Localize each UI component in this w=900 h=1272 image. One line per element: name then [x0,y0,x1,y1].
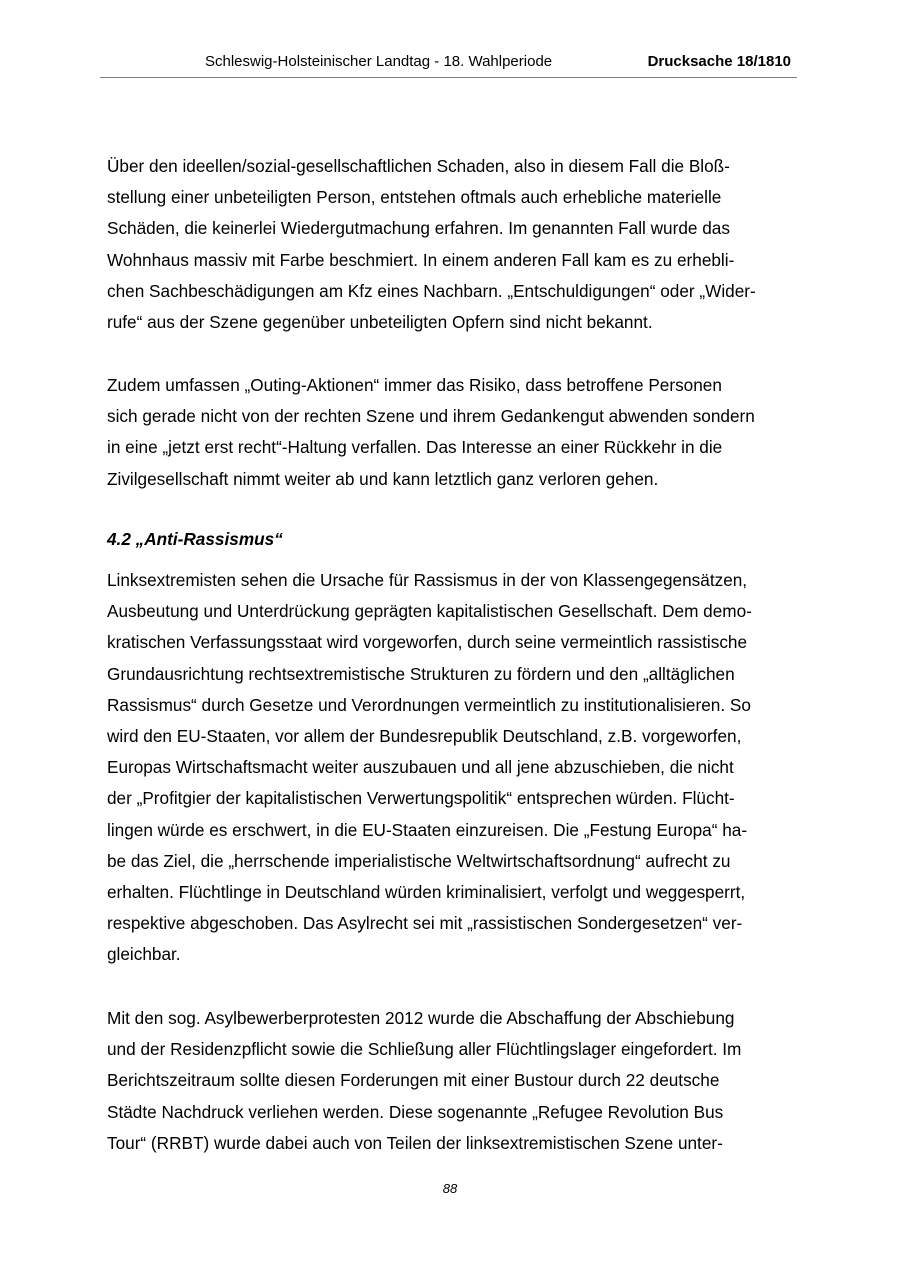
text-line: Europas Wirtschaftsmacht weiter auszubauen und all jene abzuschieben, die nicht [107,757,734,778]
text-line: Berichtszeitraum sollte diesen Forderungen mit einer Bustour durch 22 deutsche [107,1070,720,1091]
text-line: Tour“ (RRBT) wurde dabei auch von Teilen der linksextremistischen Szene unter- [107,1132,723,1153]
text-line: rufe“ aus der Szene gegenüber unbeteiligten Opfern sind nicht bekannt. [107,312,653,333]
text-line: kratischen Verfassungsstaat wird vorgeworfen, durch seine vermeintlich rassistische [107,632,748,653]
text-line: sich gerade nicht von der rechten Szene und ihrem Gedankengut abwenden sondern [107,406,755,427]
text-line: gleichbar. [107,944,181,965]
text-line: in eine „jetzt erst recht“-Haltung verfallen. Das Interesse an einer Rückkehr in die [107,437,723,458]
header-doc-number: Drucksache 18/1810 [647,53,791,70]
text-line: be das Ziel, die „herrschende imperialistische Weltwirtschaftsordnung“ aufrecht zu [107,850,731,871]
text-line: Linksextremisten sehen die Ursache für Rassismus in der von Klassengegensätzen, [107,570,748,590]
section-heading: 4.2 „Anti-Rassismus“ [107,529,283,549]
text-line: stellung einer unbeteiligten Person, entstehen oftmals auch erhebliche materielle [107,187,722,208]
paragraph-1 [107,151,797,338]
text-line: lingen würde es erschwert, in die EU-Staaten einzureisen. Die „Festung Europa“ ha- [107,819,748,840]
page-number: 88 [442,1181,458,1196]
text-line: Schäden, die keinerlei Wiedergutmachung erfahren. Im genannten Fall wurde das [107,218,730,239]
text-line: Ausbeutung und Unterdrückung geprägten kapitalistischen Gesellschaft. Dem demo- [107,601,752,622]
text-line: Grundausrichtung rechtsextremistische Strukturen zu fördern und den „alltäglichen [107,663,735,684]
text-line: Wohnhaus massiv mit Farbe beschmiert. In einem anderen Fall kam es zu erhebli- [107,249,735,270]
text-line: respektive abgeschoben. Das Asylrecht sei mit „rassistischen Sondergesetzen“ ver- [107,913,743,934]
text-line: Städte Nachdruck verliehen werden. Diese sogenannte „Refugee Revolution Bus [107,1101,724,1122]
paragraph-4 [107,1003,797,1159]
text-line: Über den ideellen/sozial-gesellschaftlichen Schaden, also in diesem Fall die Bloß- [107,156,730,176]
text-line: Zivilgesellschaft nimmt weiter ab und kann letztlich ganz verloren gehen. [107,468,659,489]
text-line: Mit den sog. Asylbewerberprotesten 2012 wurde die Abschaffung der Abschiebung [107,1008,735,1028]
paragraph-3 [107,565,797,971]
text-line: erhalten. Flüchtlinge in Deutschland würden kriminalisiert, verfolgt und weggesperrt, [107,882,746,903]
text-line: der „Profitgier der kapitalistischen Verwertungspolitik“ entsprechen würden. Flücht- [107,788,735,809]
text-line: Rassismus“ durch Gesetze und Verordnungen vermeintlich zu institutionalisieren. So [107,694,751,715]
paragraph-2 [107,370,797,495]
text-line: chen Sachbeschädigungen am Kfz eines Nachbarn. „Entschuldigungen“ oder „Wider- [107,280,756,301]
text-line: Zudem umfassen „Outing-Aktionen“ immer das Risiko, dass betroffene Personen [107,375,722,395]
header-title: Schleswig-Holsteinischer Landtag - 18. Wahlperiode [205,53,553,70]
text-line: und der Residenzpflicht sowie die Schließung aller Flüchtlingslager eingefordert. Im [107,1039,742,1060]
page-header [100,50,797,78]
text-line: wird den EU-Staaten, vor allem der Bundesrepublik Deutschland, z.B. vorgeworfen, [107,726,742,747]
